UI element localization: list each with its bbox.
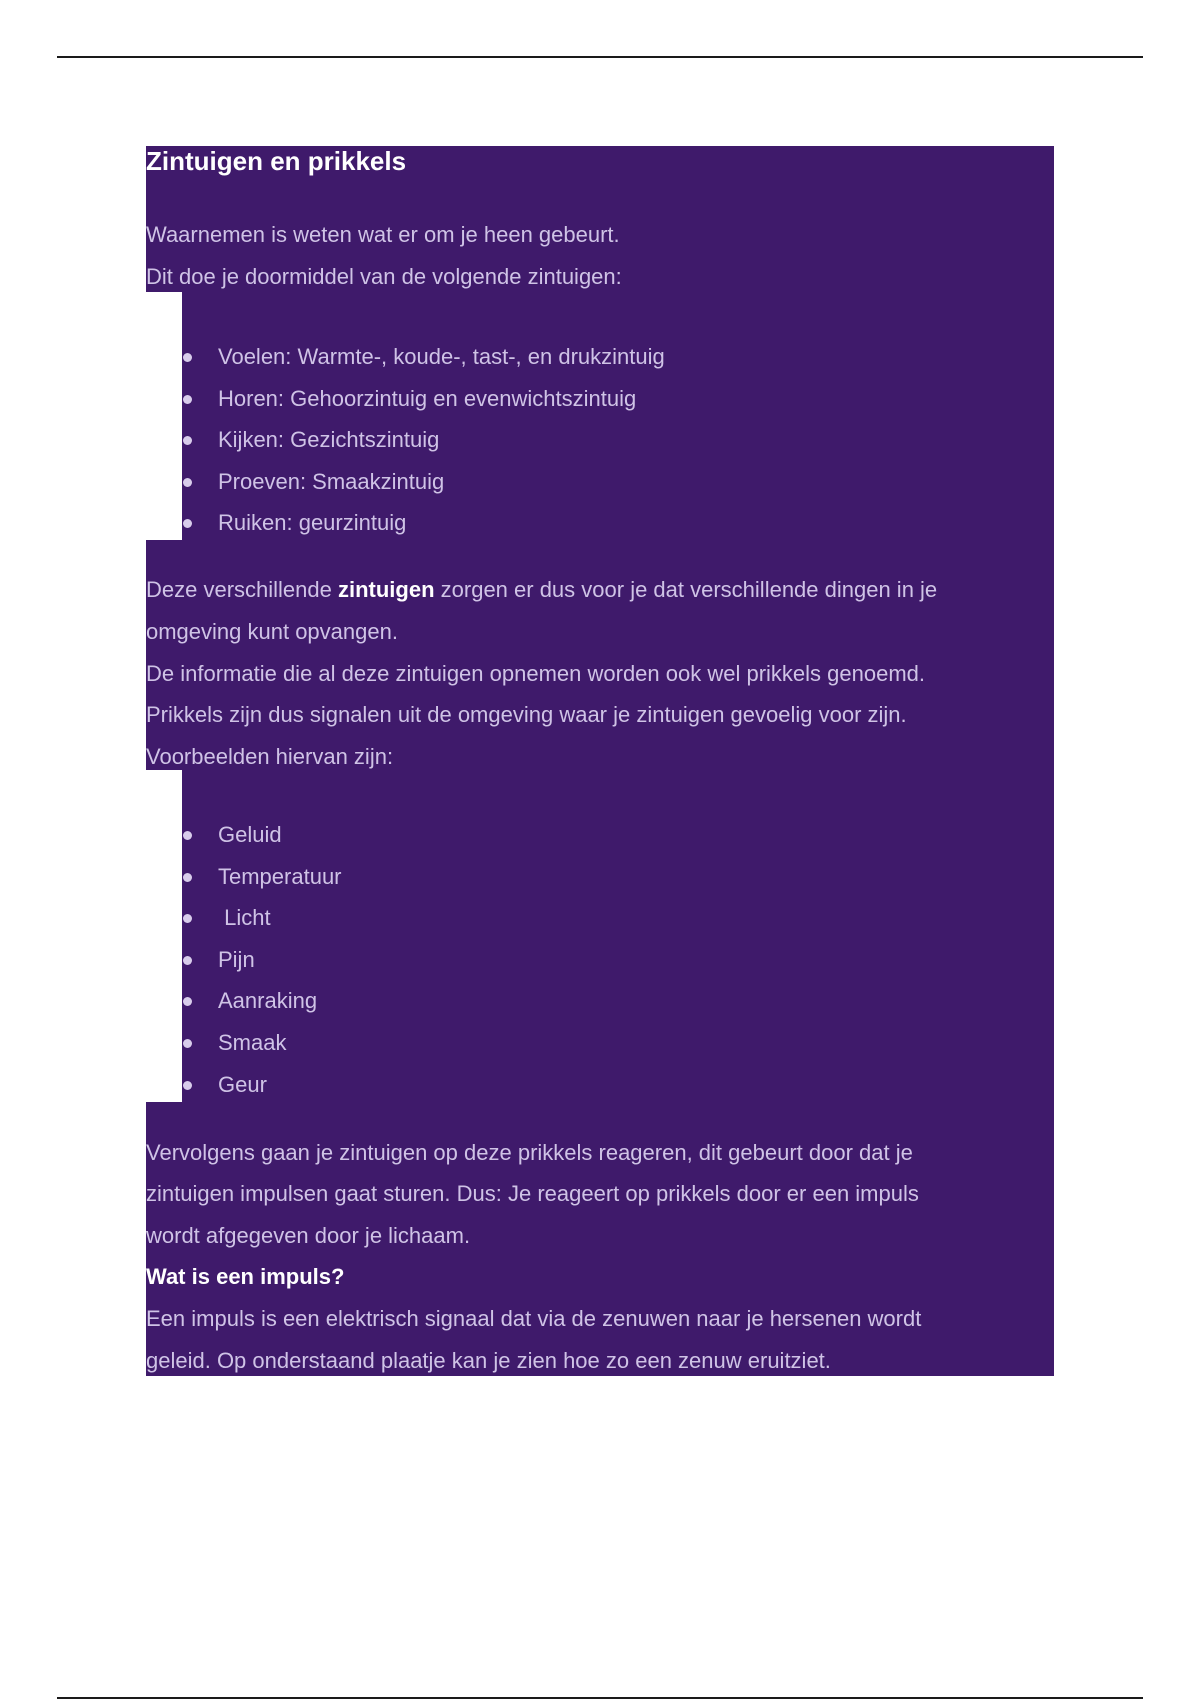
list-item: Pijn — [182, 945, 342, 987]
paragraph-line: Een impuls is een elektrisch signaal dat via de zenuwen naar je hersenen wordt — [146, 1306, 922, 1331]
selection-gap — [146, 770, 182, 1102]
list-item: Geur — [182, 1070, 342, 1112]
paragraph-line: Vervolgens gaan je zintuigen op deze prikkels reageren, dit gebeurt door dat je — [146, 1140, 913, 1165]
list-item: Licht — [182, 903, 342, 945]
selection-gap — [146, 292, 182, 540]
paragraph-line: Deze verschillende zintuigen zorgen er dus voor je dat verschillende dingen in je — [146, 577, 938, 602]
list-item: Geluid — [182, 820, 342, 862]
paragraph-line: Prikkels zijn dus signalen uit de omgeving waar je zintuigen gevoelig voor zijn. — [146, 702, 907, 727]
list-item: Smaak — [182, 1028, 342, 1070]
paragraph-line: De informatie die al deze zintuigen opnemen worden ook wel prikkels genoemd. — [146, 661, 926, 686]
intro-line: Dit doe je doormiddel van de volgende zintuigen: — [146, 264, 622, 289]
footer-rule — [57, 1697, 1143, 1699]
list-item: Ruiken: geurzintuig — [182, 508, 665, 550]
header-rule — [57, 56, 1143, 58]
list-item: Horen: Gehoorzintuig en evenwichtszintuig — [182, 384, 665, 426]
document-title: Zintuigen en prikkels — [146, 146, 407, 176]
list-item: Aanraking — [182, 986, 342, 1028]
bold-term: zintuigen — [337, 577, 435, 602]
list-item: Kijken: Gezichtszintuig — [182, 425, 665, 467]
paragraph-line: omgeving kunt opvangen. — [146, 619, 398, 644]
list-item: Voelen: Warmte-, koude-, tast-, en drukzintuig — [182, 342, 665, 384]
list-item: Temperatuur — [182, 862, 342, 904]
paragraph-line: geleid. Op onderstaand plaatje kan je zien hoe zo een zenuw eruitziet. — [146, 1348, 831, 1373]
paragraph-line: wordt afgegeven door je lichaam. — [146, 1223, 471, 1248]
intro-line: Waarnemen is weten wat er om je heen gebeurt. — [146, 222, 620, 247]
senses-list — [182, 342, 665, 550]
list-item: Proeven: Smaakzintuig — [182, 467, 665, 509]
stimuli-list — [182, 820, 342, 1111]
paragraph-line: Voorbeelden hiervan zijn: — [146, 744, 394, 769]
paragraph-line: zintuigen impulsen gaat sturen. Dus: Je reageert op prikkels door er een impuls — [146, 1181, 919, 1206]
section-heading: Wat is een impuls? — [146, 1264, 345, 1289]
